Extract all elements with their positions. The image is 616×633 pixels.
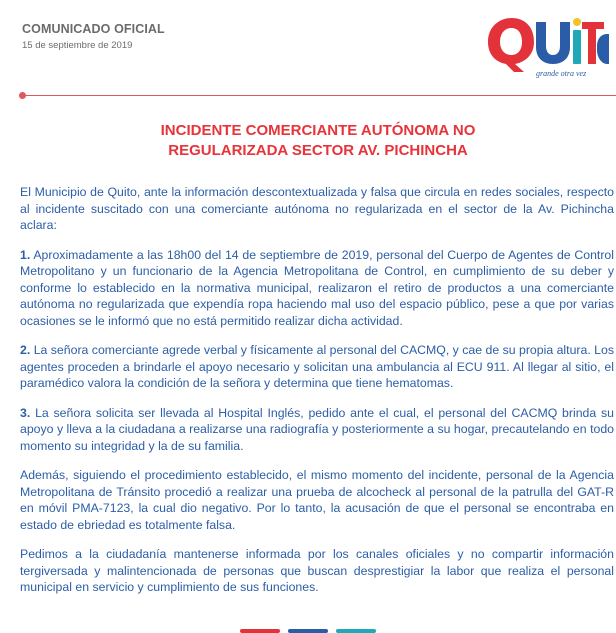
- point-1: [20, 247, 614, 330]
- divider-line: [22, 95, 616, 96]
- point-3: [20, 405, 614, 455]
- title-line-2: REGULARIZADA SECTOR AV. PICHINCHA: [168, 142, 468, 159]
- closing-paragraph-1: Además, siguiendo el procedimiento establecido, el mismo momento del incidente, personal de la Agencia Metropolitana de Tránsito procedió a realizar una prueba de alcocheck al personal de la patrulla del GAT-R en móvil PMA-7123, la cual dio negativo. Por lo tanto, la acusación de que el personal se encontraba en estado de ebriedad es totalmente falsa.: [20, 468, 614, 532]
- quito-logo: [484, 12, 612, 78]
- point-2: [20, 342, 614, 392]
- title-line-1: INCIDENTE COMERCIANTE AUTÓNOMA NO: [160, 122, 476, 139]
- document-date: 15 de septiembre de 2019: [22, 40, 133, 51]
- document-body: [20, 184, 614, 609]
- page-title: [40, 121, 596, 161]
- document-type: COMUNICADO OFICIAL: [22, 22, 165, 36]
- point-2-text: La señora comerciante agrede verbal y físicamente al personal del CACMQ, y cae de su propia altura. Los agentes proceden a brindarle el apoyo necesario y solicitan una ambulancia al ECU 911. Al llegar al sitio, el paramédico valora la condición de la señora y determina que tiene hematomas.: [20, 343, 614, 390]
- point-3-text: La señora solicita ser llevada al Hospital Inglés, pedido ante el cual, el personal del CACMQ brinda su apoyo y lleva a la ciudadana a realizarse una radiografía y posteriormente a su hogar, precautelando en todo momento su integridad y la de su familia.: [20, 405, 614, 453]
- footer-decoration: [240, 628, 380, 633]
- document-header: [22, 22, 165, 51]
- intro-paragraph: El Municipio de Quito, ante la información descontextualizada y falsa que circula en redes sociales, respecto al incidente suscitado con una comerciante autónoma no regularizada en el sector de la Av. Pichincha aclara:: [20, 185, 614, 232]
- point-1-text: Aproximadamente a las 18h00 del 14 de septiembre de 2019, personal del Cuerpo de Agentes de Control Metropolitano y un funcionario de la Agencia Metropolitana de Control, en cumplimiento de su deber y conforme lo establecido en la normativa municipal, realizaron el retiro de productos a una comerciante autónoma no regularizada que expendía ropa haciendo mal uso del espacio público, pese a que por varias ocasiones se le informó que no está permitido realizar dicha actividad.: [20, 247, 614, 328]
- logo-tagline: grande otra vez: [536, 69, 587, 78]
- point-3-number: 3.: [20, 405, 31, 420]
- point-1-number: 1.: [20, 247, 31, 262]
- closing-paragraph-2: Pedimos a la ciudadanía mantenerse informada por los canales oficiales y no compartir información tergiversada y malintencionada de personas que buscan desprestigiar la labor que realiza el personal municipal en servicio y cumplimiento de sus funciones.: [20, 547, 614, 594]
- point-2-number: 2.: [20, 343, 31, 357]
